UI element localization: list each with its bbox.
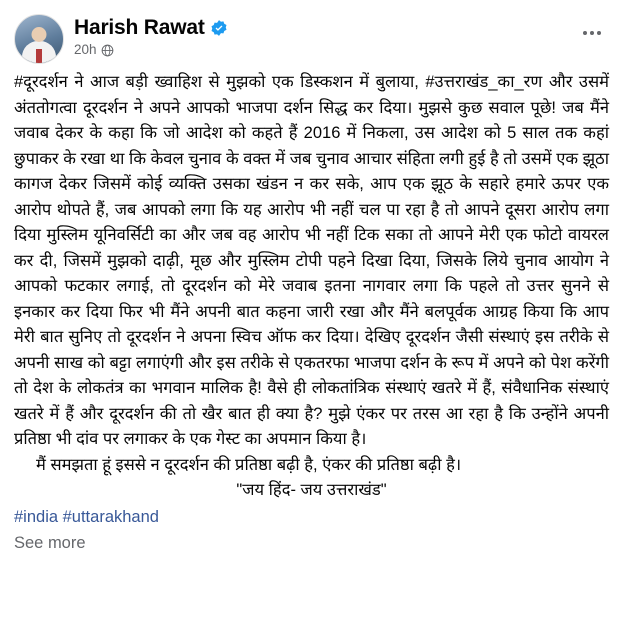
post-text-paragraph-2: मैं समझता हूं इससे न दूरदर्शन की प्रतिष्ठा बढ़ी है, एंकर की प्रतिष्ठा बढ़ी है। <box>36 455 462 474</box>
see-more-button[interactable]: See more <box>14 534 86 552</box>
post-timestamp[interactable]: 20h <box>74 42 97 57</box>
verified-badge-icon <box>210 19 228 37</box>
avatar[interactable] <box>14 14 64 64</box>
menu-dot <box>597 31 601 35</box>
post-hashtags[interactable]: #india #uttarakhand <box>14 507 159 526</box>
three-dots-menu-icon[interactable] <box>575 16 609 50</box>
author-name[interactable]: Harish Rawat <box>74 16 205 39</box>
author-name-row <box>74 15 575 40</box>
post-author-block <box>74 14 575 58</box>
post-meta-row <box>74 42 575 58</box>
post-text-slogan: "जय हिंद- जय उत्तराखंड" <box>236 481 387 499</box>
post-body <box>0 68 623 554</box>
menu-dot <box>583 31 587 35</box>
globe-icon <box>101 44 114 57</box>
post-header <box>0 0 623 68</box>
menu-dot <box>590 31 594 35</box>
avatar-tie <box>36 49 42 63</box>
post-text-paragraph-1: #दूरदर्शन ने आज बड़ी ख्वाहिश से मुझको एक डिस्कशन में बुलाया, #उत्तराखंड_का_रण और उसमें अंततोगत्वा दूरदर्शन ने अपने आपको भाजपा दर्शन सिद्ध कर दिया। मुझसे कुछ सवाल पूछे! जब मैंने जवाब देकर के कहा कि जो आदेश को कहते हैं 2016 में निकला, उस आदेश को 5 साल तक कहां छुपाकर के रखा था कि केवल चुनाव के वक्त में जब चुनाव आचार संहिता लगी हुई है तो उसमें एक झूठा कागज देकर जिसमें कोई व्यक्ति उसका खंडन न कर सके, आप एक झूठ के सहारे हमारे ऊपर एक आरोप थोपते हैं, जब आपको लगा कि यह आरोप भी नहीं चल पा रहा है तो आपने दूसरा आरोप लगा दिया मुस्लिम यूनिवर्सिटी का और जब वह आरोप भी नहीं टिक सका तो आपने मेरी एक फोटो वायरल कर दी, जिसमें मुझको दाढ़ी, मूछ और मुस्लिम टोपी पहने दिखा दिया, जिसके लिये चुनाव आयोग ने आपको फटकार लगाई, तो दूरदर्शन को मेरे जवाब इतना नागवार लगा कि पहले तो उत्तर सुनने से इनकार कर दिया फिर भी मैंने अपनी बात कहना जारी रखा और मैंने बलपूर्वक आग्रह किया कि आप मेरी बात सुनिए तो दूरदर्शन ने अपना स्विच ऑफ कर दिया। देखिए दूरदर्शन जैसी संस्थाएं इस तरीके से अपनी साख को बट्टा लगाएंगी और इस तरीके से एकतरफा भाजपा दर्शन के रूप में अपने को पेश करेंगी तो देश के लोकतंत्र का भगवान मालिक है! वैसे ही लोकतांत्रिक संस्थाएं खतरे में हैं, संवैधानिक संस्थाएं खतरे में हैं और दूरदर्शन की तो खैर बात ही क्या है? मुझे एंकर पर तरस आ रहा है कि उन्होंने अपनी प्रतिष्ठा भी दांव पर लगाकर के एक गेस्ट का अपमान किया है। <box>14 73 614 448</box>
avatar-head <box>32 27 47 42</box>
